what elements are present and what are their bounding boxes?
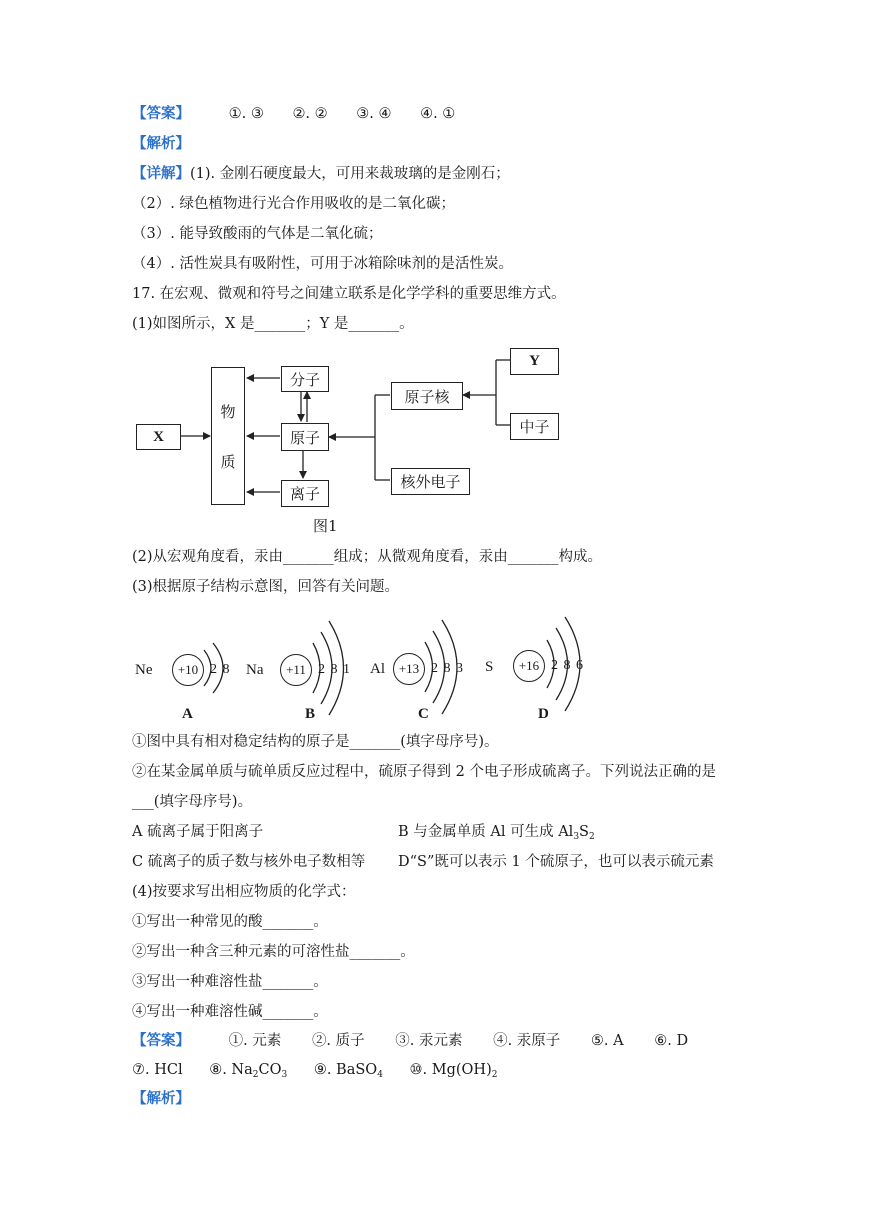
box-neutron: 中子 xyxy=(510,413,559,440)
answer-item: ②. ② xyxy=(292,106,328,122)
atom-nucleus: +11 xyxy=(280,654,312,686)
question-17-part1: (1)如图所示，X 是_______；Y 是_______。 xyxy=(132,316,414,332)
answer-tag: 【答案】 xyxy=(132,105,190,122)
answer-item: ②. 质子 xyxy=(311,1033,365,1049)
question-17-4-item: ①写出一种常见的酸_______。 xyxy=(132,914,328,930)
atom-shells: 2 8 1 xyxy=(318,662,350,677)
box-ion: 离子 xyxy=(281,480,329,507)
question-17-part3: (3)根据原子结构示意图，回答有关问题。 xyxy=(132,579,400,595)
answer-tag: 【答案】 xyxy=(132,1032,190,1049)
figure-caption: 图1 xyxy=(313,517,338,535)
answer-item xyxy=(410,1060,498,1085)
answer-item: ④. 汞原子 xyxy=(493,1033,561,1049)
answer-item: ④. ① xyxy=(420,106,456,122)
atom-letter: A xyxy=(182,706,193,722)
atom-symbol: Al xyxy=(370,661,385,677)
box-atom: 原子 xyxy=(281,423,329,451)
subscript: 2 xyxy=(588,832,595,842)
subscript: 2 xyxy=(252,1070,259,1080)
option-c: C 硫离子的质子数与核外电子数相等 xyxy=(132,854,366,870)
atom-symbol: S xyxy=(485,659,494,675)
answer-item: ①. ③ xyxy=(228,106,264,122)
box-molecule: 分子 xyxy=(281,366,329,392)
answer-text: CO xyxy=(258,1062,282,1078)
answer-item: ⑥. D xyxy=(654,1033,689,1049)
detail-line: （3）. 能导致酸雨的气体是二氧化硫； xyxy=(132,226,383,242)
question-17-part4: (4)按要求写出相应物质的化学式： xyxy=(132,884,356,900)
analysis-tag: 【解析】 xyxy=(132,1090,190,1107)
atom-nucleus: +13 xyxy=(393,653,425,685)
atom-letter: B xyxy=(305,706,316,722)
detail-line: （2）. 绿色植物进行光合作用吸收的是二氧化碳； xyxy=(132,196,455,212)
question-17-4-item: ③写出一种难溶性盐_______。 xyxy=(132,974,328,990)
box-y: Y xyxy=(510,348,559,375)
answer-item: ⑦. HCl xyxy=(132,1062,183,1078)
matter-char: 物 xyxy=(220,402,236,421)
question-17-4-item: ④写出一种难溶性碱_______。 xyxy=(132,1004,328,1020)
subscript: 4 xyxy=(377,1070,383,1080)
box-x: X xyxy=(136,424,181,450)
atom-shells: 2 8 3 xyxy=(431,661,463,676)
answer-item: ③. 汞元素 xyxy=(395,1033,463,1049)
atom-nucleus: +16 xyxy=(513,650,545,682)
answer-item: ⑤. A xyxy=(590,1033,624,1049)
box-nucleus: 原子核 xyxy=(391,382,463,410)
answer-item xyxy=(314,1060,383,1085)
question-17-3-2: ②在某金属单质与硫单质反应过程中，硫原子得到 2 个电子形成硫离子。下列说法正确的是 xyxy=(132,764,716,780)
matter-char: 质 xyxy=(220,452,236,471)
answer-text: ⑩. Mg(OH) xyxy=(409,1062,492,1078)
atom-nucleus: +10 xyxy=(172,654,204,686)
answer-item: ①. 元素 xyxy=(228,1033,282,1049)
answer-item xyxy=(209,1060,287,1085)
answer-line-17 xyxy=(132,1031,688,1051)
question-17-part2: (2)从宏观角度看，汞由_______组成；从微观角度看，汞由_______构成。 xyxy=(132,549,603,565)
atom-shells: 2 8 xyxy=(210,662,230,677)
option-b xyxy=(398,822,595,847)
option-a: A 硫离子属于阳离子 xyxy=(132,824,264,840)
question-17-3-1: ①图中具有相对稳定结构的原子是_______(填字母序号)。 xyxy=(132,734,499,750)
answer-text: ⑨. BaSO xyxy=(313,1062,378,1078)
answer-text: ⑧. Na xyxy=(209,1062,253,1078)
option-b-text: S xyxy=(579,824,589,840)
box-electrons: 核外电子 xyxy=(391,468,470,495)
atom-shells: 2 8 6 xyxy=(551,658,583,673)
subscript: 3 xyxy=(281,1070,288,1080)
atom-symbol: Ne xyxy=(135,662,153,678)
question-17-3-2-cont: ___(填字母序号)。 xyxy=(132,794,253,810)
answer-item: ③. ④ xyxy=(356,106,392,122)
subscript: 2 xyxy=(491,1070,498,1080)
option-b-text: B 与金属单质 Al 可生成 Al xyxy=(398,824,574,840)
option-d: D“S”既可以表示 1 个硫原子，也可以表示硫元素 xyxy=(398,854,714,870)
atom-symbol: Na xyxy=(246,662,264,678)
analysis-tag: 【解析】 xyxy=(132,135,190,152)
detail-tag: 【详解】 xyxy=(132,165,190,182)
subscript: 3 xyxy=(573,832,580,842)
question-17-4-item: ②写出一种含三种元素的可溶性盐_______。 xyxy=(132,944,415,960)
detail-text: (1). 金刚石硬度最大，可用来裁玻璃的是金刚石； xyxy=(190,166,510,182)
atom-letter: D xyxy=(538,706,549,722)
answer-line-17-cont xyxy=(132,1060,497,1085)
detail-line: （4）. 活性炭具有吸附性，可用于冰箱除味剂的是活性炭。 xyxy=(132,256,513,272)
question-17-title: 17. 在宏观、微观和符号之间建立联系是化学学科的重要思维方式。 xyxy=(132,286,566,302)
atom-letter: C xyxy=(418,706,429,722)
